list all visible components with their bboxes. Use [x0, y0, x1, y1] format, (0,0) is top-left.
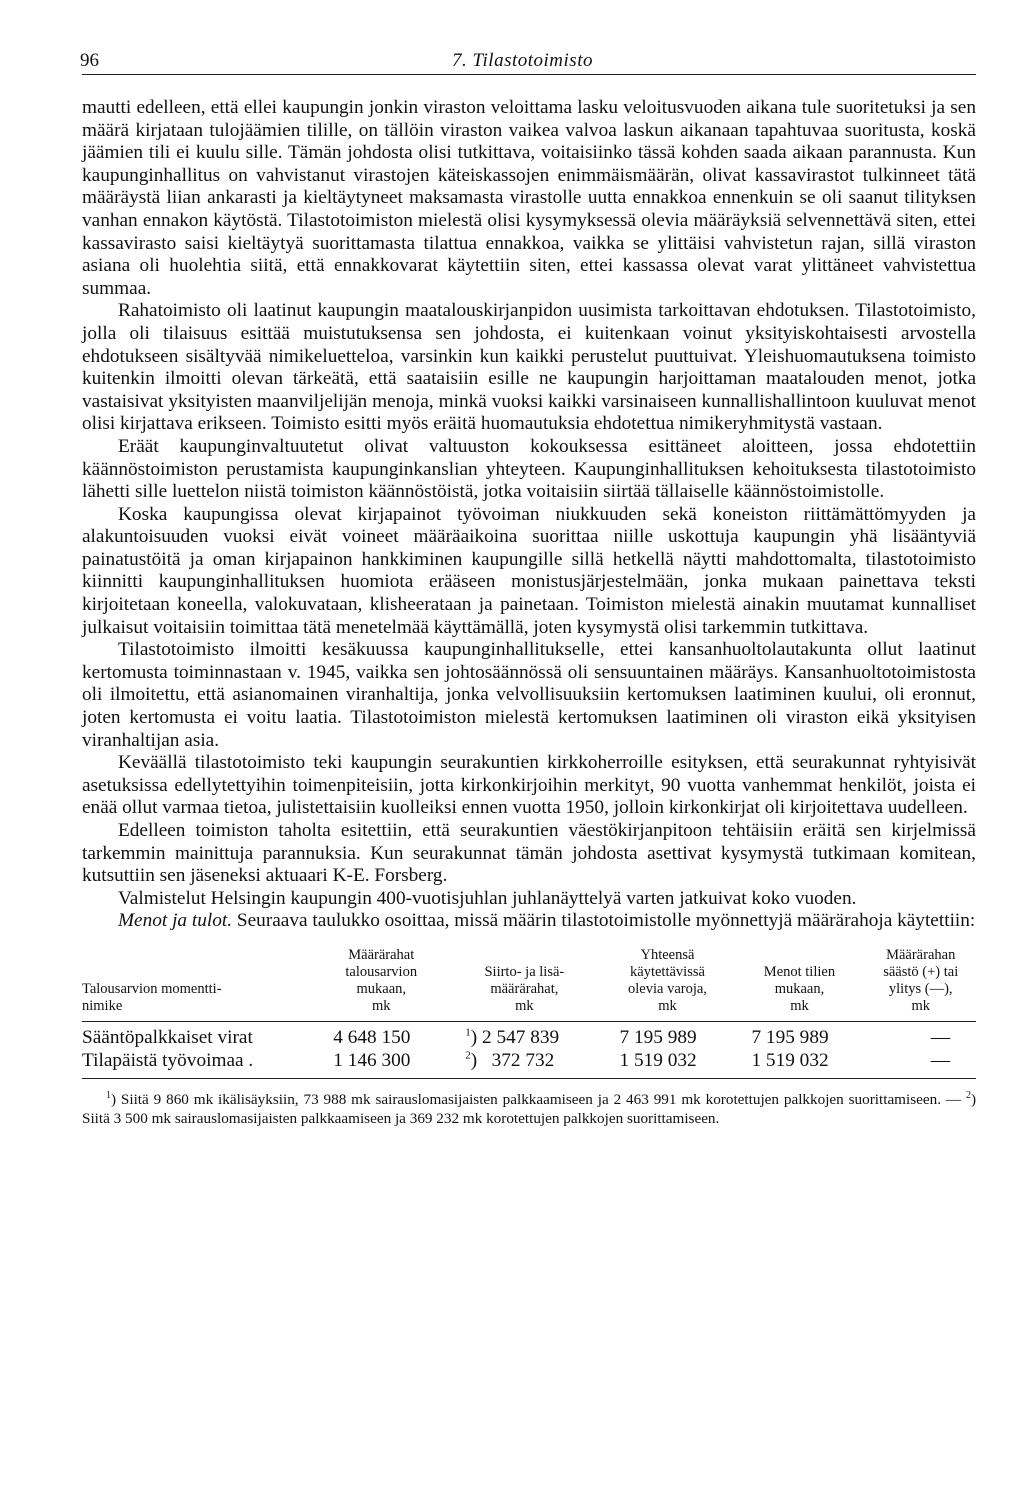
budget-intro-paragraph	[82, 910, 976, 933]
table-row	[82, 1050, 976, 1079]
cell-balance: —	[930, 1049, 950, 1071]
column-header-expenses	[733, 947, 865, 1022]
cell-transfer-value: 2 547 839	[481, 1026, 560, 1048]
footnote-text: ) Siitä 9 860 mk ikälisäyksiin, 73 988 mk sairauslomasijaisten palkkaamiseen ja 2 463 991 mk korotettujen palkkojen suorittamiseen. —	[111, 1091, 966, 1109]
cell-total: 1 519 032	[619, 1049, 697, 1071]
page-header	[82, 44, 976, 75]
paragraph: Eräät kaupunginvaltuutetut olivat valtuuston kokouksessa esittäneet aloitteen, jossa ehdotettiin käännöstoimiston perustamista kaupunginkanslian yhteyteen. Kaupunginhallituksen kehoituksesta tilastotoimisto lähetti sille luettelon niistä toimiston käännöstöistä, jotka voitaisiin siirtää tällaiselle käännöstoimistolle.	[82, 435, 976, 503]
header-text: Siirto- ja lisä- määrärahat, mk	[484, 963, 565, 1014]
document-page	[82, 44, 976, 1128]
body-text	[82, 97, 976, 933]
header-text: Määrärahat talousarvion mukaan, mk	[345, 946, 418, 1014]
table-row	[82, 1021, 976, 1049]
cell-budget: 1 146 300	[333, 1049, 411, 1071]
budget-intro-text: Seuraava taulukko osoittaa, missä määrin tilastotoimistolle myönnettyjä määrärahoja käytettiin:	[232, 910, 976, 932]
footnote-paragraph	[82, 1091, 976, 1128]
footnote-mark: 1	[106, 1090, 111, 1102]
row-label: Tilapäistä työvoimaa .	[82, 1049, 254, 1071]
paragraph: Keväällä tilastotoimisto teki kaupungin seurakuntien kirkkoherroille esityksen, että seurakunnat ryhtyisivät asetuksissa edellytettyihin toimenpiteisiin, jotta kirkonkirjoihin merkityt, 90 vuotta vanhemmat henkilöt, joista ei enää ollut varmaa tietoa, julistettaisiin kuolleiksi ennen vuotta 1950, jolloin kirkonkirjat oli kirjoitettava uudelleen.	[82, 752, 976, 819]
paragraph: Valmistelut Helsingin kaupungin 400-vuotisjuhlan juhlanäyttelyä varten jatkuivat koko vuoden.	[118, 887, 857, 909]
paragraph: mautti edelleen, että ellei kaupungin jonkin viraston veloittama lasku veloitusvuoden aikana tule suoritetuksi ja sen määrä kirjataan tulojäämien tilille, on tällöin viraston vaikea valvoa laskun aikanaan tapahtuvaa suoritusta, koskä jäämien tili ei kuulu sille. Tämän johdosta olisi tutkittava, voitaisiinko tässä kohden saada aikaan parannusta. Kun kaupunginhallitus on vahvistanut virastojen käteiskassojen enimmäismäärän, olivat kassavirastot tulkinneet tätä määräystä liian ankarasti ja kieltäytyneet maksamasta virastolle uutta ennakkoa ennenkuin se oli saanut tilityksen vanhan ennakon käytöstä. Tilastotoimiston mielestä olisi kysymyksessä olevia määräyksiä selvennettävä siten, ettei kassavirasto saisi kieltäytyä suorittamasta tilattua ennakkoa, vaikka se ylittäisi vahvistetun rajan, sillä viraston asiana oli huolehtia siitä, että ennakkovarat käytettiin siten, ettei kassassa olevat varat ylittäneet vahvistettua summaa.	[82, 97, 976, 299]
row-label: Sääntöpalkkaiset virat	[82, 1026, 253, 1048]
header-text: Määrärahan säästö (+) tai ylitys (—), mk	[883, 946, 959, 1014]
paragraph: Koska kaupungissa olevat kirjapainot työvoiman niukkuuden sekä koneiston riittämättömyyden ja alakuntoisuuden vuoksi eivät voineet määräaikoina suorittaa niille uskottuja kaupungin yhä lisääntyviä painatustöitä ja oman kirjapainon hankkiminen kaupungille sillä hetkellä näytti mahdottomalta, tilastotoimisto kiinnitti kaupunginhallituksen huomiota erääseen monistusjärjestelmään, jonka mukaan painettava teksti kirjoitetaan koneella, valokuvataan, klisheerataan ja painetaan. Toimiston mielestä ainakin muutamat kunnalliset julkaisut voitaisiin toimittaa tätä menetelmää käyttämällä, joten kysymystä olisi tarkemmin tutkittava.	[82, 503, 976, 638]
column-header-transfer	[447, 947, 601, 1022]
section-heading: Menot ja tulot.	[118, 910, 233, 932]
footnotes	[82, 1091, 976, 1128]
cell-transfer-value: 372 732	[491, 1049, 555, 1071]
column-header-budget	[315, 947, 447, 1022]
budget-table	[82, 947, 976, 1079]
running-title: 7. Tilastotoimisto	[452, 50, 593, 71]
column-header-total	[602, 947, 734, 1022]
footnote-mark: 2	[965, 1090, 971, 1102]
table-header-row	[82, 947, 976, 1022]
column-header-balance	[865, 947, 976, 1022]
paragraph: Rahatoimisto oli laatinut kaupungin maatalouskirjanpidon uusimista tarkoittavan ehdotuksen. Tilastotoimisto, jolla oli tilaisuus esittää muistutuksensa sen johdosta, ei kuitenkaan voinut yksityiskohtaisesti arvostella ehdotukseen sisältyvää nimikeluetteloa, varsinkin kun kaikki perustelut puuttuivat. Yleishuomautuksena toimisto kuitenkin ilmoitti olevan tärkeätä, että saataisiin esille ne kaupungin harjoittaman maatalouden menot, jotka vastaisivat yksityisten maanviljelijän menoja, minkä vuoksi kaikki varsinaiseen kunnallishallintoon kuuluvat menot olisi kirjattava erikseen. Toimisto esitti myös eräitä huomautuksia ehdotettua nimikeryhmitystä vastaan.	[82, 300, 976, 435]
footnote-text: ) Siitä 3 500 mk sairauslomasijaisten palkkaamiseen ja 369 232 mk korotettujen palkkojen suorittamiseen.	[82, 1091, 976, 1127]
paragraph: Tilastotoimisto ilmoitti kesäkuussa kaupunginhallitukselle, ettei kansanhuoltolautakunta ollut laatinut kertomusta toiminnastaan v. 1945, vaikka sen johtosäännössä oli sensuuntainen määräys. Kansanhuoltotoimistosta oli ilmoitettu, että asianomainen viranhaltija, jonka velvollisuuksiin kertomuksen laatiminen kuului, oli eronnut, joten kertomusta ei voitu laatia. Tilastotoimiston mielestä kertomuksen laatiminen oli viraston eikä yksityisen viranhaltijan asia.	[82, 639, 976, 751]
paragraph: Edelleen toimiston taholta esitettiin, että seurakuntien väestökirjanpitoon tehtäisiin eräitä sen kirjelmissä tarkemmin mainittuja parannuksia. Kun seurakunnat tämän johdosta asettivat kysymystä tutkimaan komitean, kutsuttiin sen jäseneksi aktuaari K-E. Forsberg.	[82, 820, 976, 887]
cell-transfer: $^2$) 372 732	[465, 1049, 555, 1071]
footnote-ref: 1	[465, 1026, 471, 1039]
cell-balance: —	[930, 1026, 950, 1048]
header-text: Talousarvion momentti- nimike	[82, 980, 222, 1014]
cell-transfer: $^1$) 2 547 839	[465, 1026, 560, 1048]
header-text: Menot tilien mukaan, mk	[763, 963, 836, 1014]
cell-total: 7 195 989	[619, 1026, 697, 1048]
footnote-ref: 2	[465, 1049, 471, 1062]
header-text: Yhteensä käytettävissä olevia varoja, mk	[628, 946, 707, 1014]
cell-expenses: 7 195 989	[751, 1026, 829, 1048]
page-number: 96	[80, 50, 99, 71]
column-header-item	[82, 947, 315, 1022]
cell-expenses: 1 519 032	[751, 1049, 829, 1071]
cell-budget: 4 648 150	[333, 1026, 411, 1048]
